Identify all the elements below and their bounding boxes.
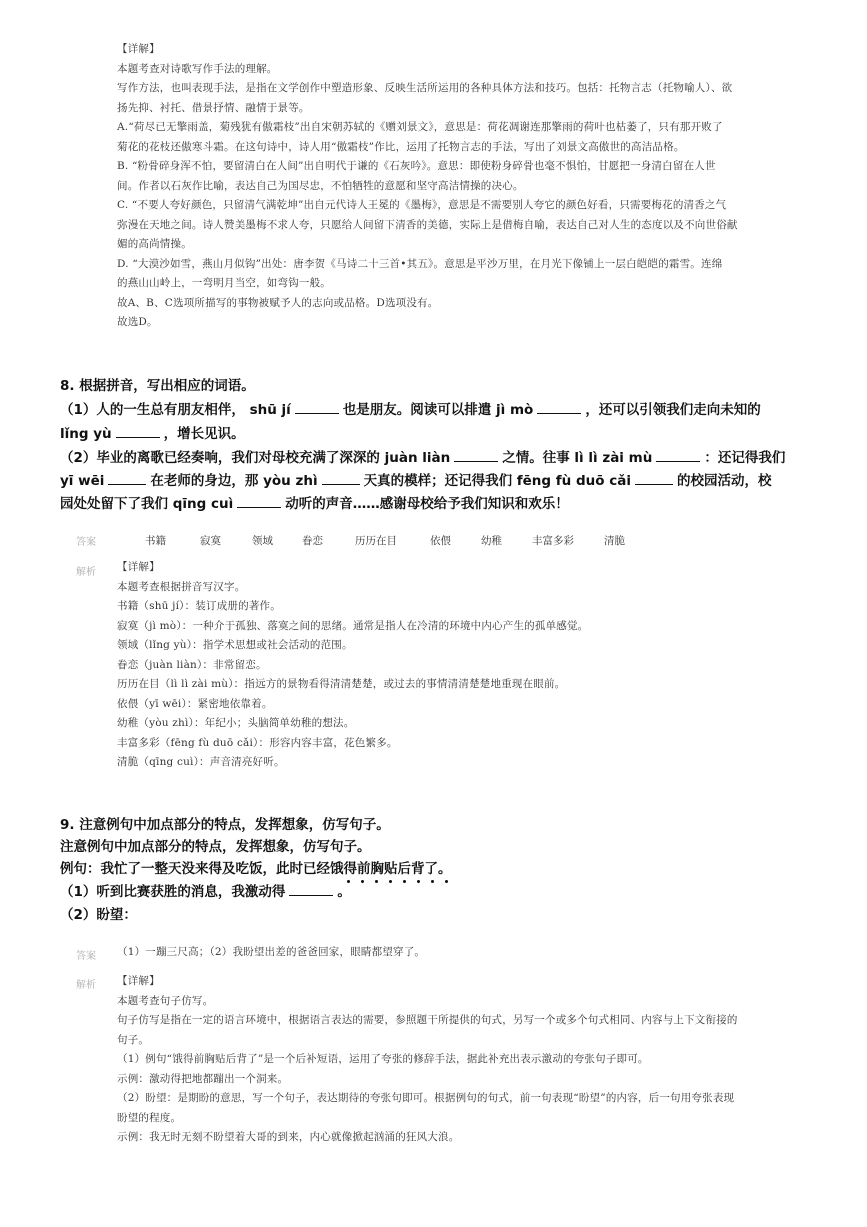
analysis-line: 弥漫在天地之间。诗人赞美墨梅不求人夸，只愿给人间留下清香的美德，实际上是借梅自喻，表达自己对人生的态度以及不向世俗献	[117, 218, 738, 231]
analysis-line: 故A、B、C选项所描写的事物被赋予人的志向或品格。D选项没有。	[117, 296, 439, 309]
analysis-line: 寂寞（jì mò）：一种介于孤独、落寞之间的思绪。通常是指人在冷清的环境中内心产生的孤单感觉。	[117, 619, 589, 632]
q8-answers	[0, 533, 867, 553]
blank-q9-1[interactable]	[289, 883, 333, 896]
analysis-line: 故选D。	[117, 316, 158, 328]
analysis-line: 盼望的程度。	[117, 1111, 182, 1124]
answer-word: 领域	[252, 535, 273, 547]
analysis-line: （1）例句“饿得前胸贴后背了”是一个后补短语，运用了夸张的修辞手法，据此补充出表示激动的夸张句子即可。	[117, 1053, 649, 1065]
q8-analysis-head: 【详解】	[117, 561, 160, 573]
q8-line-1: （1）人的一生总有朋友相伴， shū jí 也是朋友。阅读可以排遣 jì mò ，还可以引领我们走向未知的	[60, 402, 761, 418]
analysis-line: 的燕山山岭上，一弯明月当空，如弯钩一般。	[117, 277, 331, 289]
analysis-line: 句子仿写是指在一定的语言环境中，根据语言表达的需要，参照题干所提供的句式，另写一个或多个句式相同、内容与上下文衔接的	[117, 1014, 738, 1026]
q9-example: 例句：我忙了一整天没来得及吃饭，此时已经饿得前胸贴后背了。	[60, 861, 452, 877]
blank-lingyu[interactable]	[116, 425, 160, 438]
q8-line-5: 园处处留下了我们 qīng cuì 动听的声音……感谢母校给予我们知识和欢乐！	[60, 496, 569, 512]
analysis-line: 菊花的花枝还傲寒斗霜。在这句诗中，诗人用“傲霜枝”作比，运用了托物言志的手法，写出了刘景文高傲世的高洁品格。	[117, 140, 685, 153]
answer-word: 眷恋	[302, 535, 323, 547]
analysis-line: 依偎（yī wēi）：紧密地依靠着。	[117, 697, 273, 710]
q9-answer: （1）一蹦三尺高；（2）我盼望出差的爸爸回家，眼睛都望穿了。	[117, 946, 426, 958]
analysis-line: 历历在目（lì lì zài mù）：指远方的景物看得清清楚楚，或过去的事情清清楚楚地重现在眼前。	[117, 678, 566, 690]
analysis-line: D. “大漠沙如雪，燕山月似钩”出处：唐李贺《马诗二十三首•其五》。意思是平沙万里，在月光下像铺上一层白皑皑的霜雪。连绵	[117, 257, 723, 270]
analysis-line: 媚的高尚情操。	[117, 238, 192, 250]
analysis-line: 示例：我无时无刻不盼望着大哥的到来，内心就像掀起汹涌的狂风大浪。	[117, 1131, 460, 1143]
analysis-line: 写作方法，也叫表现手法，是指在文学创作中塑造形象、反映生活所运用的各种具体方法和技巧。包括：托物言志（托物喻人）、欲	[117, 82, 733, 94]
analysis-line: 句子。	[117, 1033, 150, 1046]
q7-analysis-head: 【详解】	[117, 43, 160, 55]
answer-word: 清脆	[604, 535, 625, 547]
analysis-line: A.“荷尽已无擎雨盖，菊残犹有傲霜枝”出自宋朝苏轼的《赠刘景文》，意思是：荷花凋谢连那擎雨的荷叶也枯萎了，只有那开败了	[117, 121, 723, 133]
answer-word: 幼稚	[481, 535, 502, 547]
analysis-line: （2）盼望：是期盼的意思，写一个句子，表达期待的夸张句即可。根据例句的句式，前一句表现“盼望”的内容，后一句用夸张表现	[117, 1092, 735, 1104]
q9-answer-label: 答案	[76, 951, 96, 962]
analysis-line: 示例：激动得把地都蹦出一个洞来。	[117, 1072, 289, 1085]
answer-word: 丰富多彩	[532, 535, 574, 547]
blank-fengfuduocai[interactable]	[635, 472, 673, 485]
q9-analysis-label: 解析	[76, 980, 96, 991]
analysis-line: 扬先抑、衬托、借景抒情、融情于景等。	[117, 101, 310, 114]
blank-youzhi[interactable]	[322, 472, 360, 485]
q9-analysis-head: 【详解】	[117, 975, 160, 987]
analysis-line: 清脆（qīng cuì）：声音清亮好听。	[117, 756, 285, 768]
q9-sentence-1: （1）听到比赛获胜的消息，我激动得 。	[60, 884, 351, 900]
blank-jimo[interactable]	[537, 401, 581, 414]
answer-word: 依偎	[430, 535, 451, 547]
q9-title: 9. 注意例句中加点部分的特点，发挥想象，仿写句子。	[60, 817, 390, 833]
q8-line-3: （2）毕业的离歌已经奏响，我们对母校充满了深深的 juàn liàn 之情。往事 lì lì zài mù ：还记得我们	[60, 450, 786, 466]
analysis-line: 本题考查根据拼音写汉字。	[117, 580, 246, 593]
analysis-line: B. “粉骨碎身浑不怕，要留清白在人间”出自明代于谦的《石灰吟》。意思：即使粉身碎骨也毫不惧怕，甘愿把一身清白留在人世	[117, 160, 716, 172]
q8-line-2: lǐng yù ，增长见识。	[60, 426, 245, 442]
analysis-line: 丰富多彩（fēng fù duō cǎi）：形容内容丰富，花色繁多。	[117, 736, 398, 749]
q8-analysis	[117, 558, 807, 773]
q9-line-2: 注意例句中加点部分的特点，发挥想象，仿写句子。	[60, 839, 371, 855]
q9-analysis	[117, 972, 807, 1148]
answer-word: 寂寞	[200, 535, 221, 547]
analysis-line: C. “不要人夸好颜色，只留清气满乾坤”出自元代诗人王冕的《墨梅》，意思是不需要别人夸它的颜色好看，只需要梅花的清香之气	[117, 199, 727, 211]
analysis-line: 本题考查对诗歌写作手法的理解。	[117, 62, 278, 75]
analysis-line: 眷恋（juàn liàn）：非常留恋。	[117, 658, 267, 671]
blank-lilizaimu[interactable]	[656, 449, 700, 462]
q8-analysis-label: 解析	[76, 567, 96, 578]
blank-yiwei[interactable]	[108, 472, 146, 485]
q9-analysis-lines	[117, 992, 807, 1148]
blank-qingcui[interactable]	[237, 495, 281, 508]
blank-shuji[interactable]	[295, 401, 339, 414]
answer-word: 历历在目	[355, 535, 397, 547]
q8-title: 8. 根据拼音，写出相应的词语。	[60, 378, 255, 394]
q8-line-4: yī wēi 在老师的身边，那 yòu zhì 天真的模样；还记得我们 fēng fù duō cǎi 的校园活动，校	[60, 473, 772, 489]
analysis-line: 幼稚（yòu zhì）：年纪小；头脑简单幼稚的想法。	[117, 717, 355, 729]
q8-answer-label: 答案	[76, 537, 96, 548]
answer-word: 书籍	[145, 535, 166, 547]
q7-analysis-lines	[117, 60, 807, 333]
analysis-line: 书籍（shū jí）：装订成册的著作。	[117, 600, 281, 612]
analysis-line: 本题考查句子仿写。	[117, 994, 214, 1007]
q8-analysis-lines	[117, 578, 807, 773]
q9-sentence-2: （2）盼望：	[60, 907, 137, 923]
blank-juanlian[interactable]	[454, 449, 498, 462]
analysis-line: 领域（lǐng yù）：指学术思想或社会活动的范围。	[117, 639, 353, 651]
q7-analysis	[117, 40, 807, 333]
analysis-line: 间。作者以石灰作比喻，表达自己为国尽忠，不怕牺牲的意愿和坚守高洁情操的决心。	[117, 179, 524, 192]
